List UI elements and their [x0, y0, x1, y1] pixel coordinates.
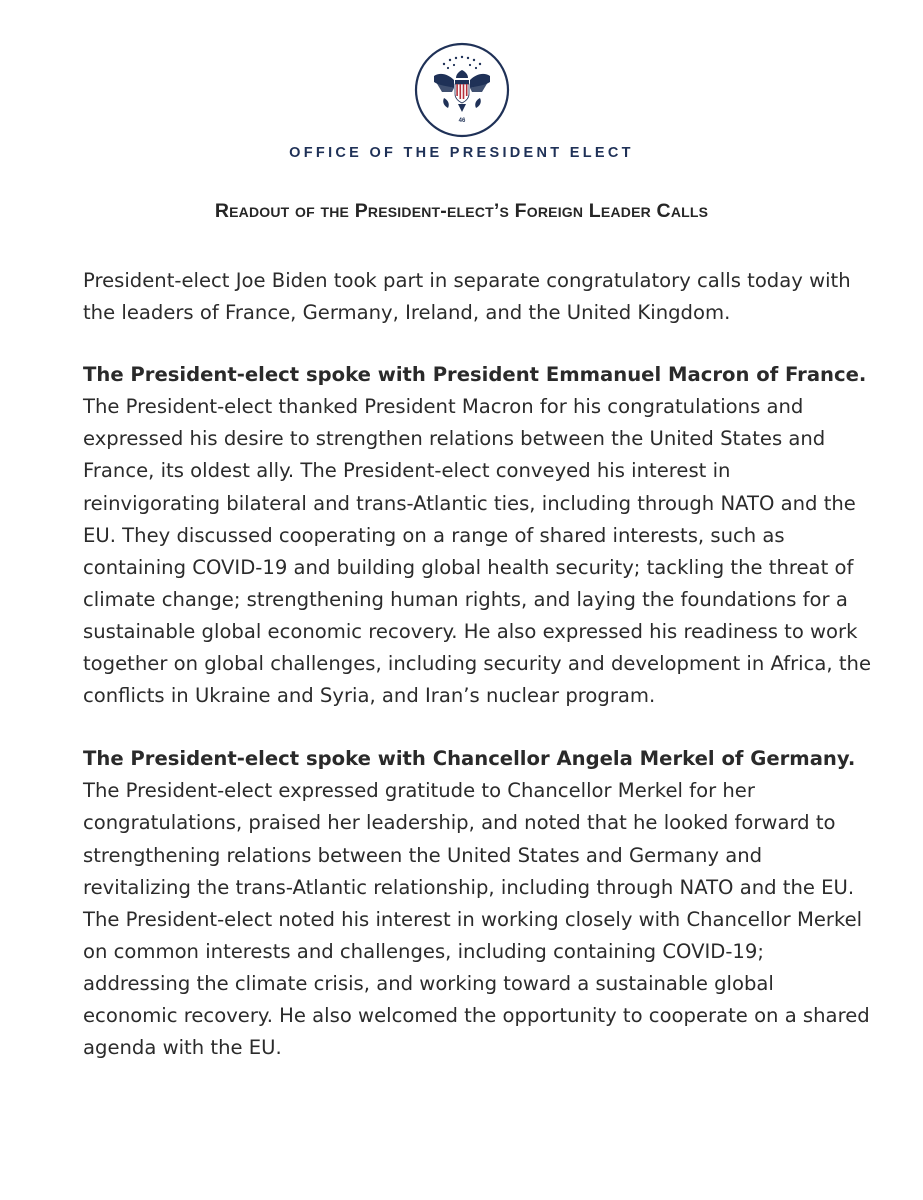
section-macron	[83, 359, 873, 712]
office-heading: OFFICE OF THE PRESIDENT ELECT	[289, 145, 634, 161]
presidential-seal-logo	[414, 42, 510, 138]
document-title: Readout of the President-elect’s Foreign Leader Calls	[214, 200, 709, 222]
section-lead: The President-elect spoke with President Emmanuel Macron of France.	[83, 363, 867, 387]
intro-paragraph: President-elect Joe Biden took part in separate congratulatory calls today with the leaders of France, Germany, Ireland, and the United Kingdom.	[83, 269, 851, 325]
section-text: The President-elect expressed gratitude to Chancellor Merkel for her congratulations, praised her leadership, and noted that he looked forward to strengthening relations between the United States and Germany and revitalizing the trans-Atlantic relationship, including through NATO and the EU. The President-elect noted his interest in working closely with Chancellor Merkel on common interests and challenges, including containing COVID-19; addressing the climate crisis, and working toward a sustainable global economic recovery. He also welcomed the opportunity to cooperate on a shared agenda with the EU.	[83, 779, 870, 1060]
section-text: The President-elect thanked President Macron for his congratulations and expressed his desire to strengthen relations between the United States and France, its oldest ally. The President-elect conveyed his interest in reinvigorating bilateral and trans-Atlantic ties, including through NATO and the EU. They discussed cooperating on a range of shared interests, such as containing COVID-19 and building global health security; tackling the threat of climate change; strengthening human rights, and laying the foundations for a sustainable global economic recovery. He also expressed his readiness to work together on global challenges, including security and development in Africa, the conflicts in Ukraine and Syria, and Iran’s nuclear program.	[83, 395, 872, 708]
document-body	[83, 265, 873, 1095]
seal-number: 46	[458, 118, 466, 124]
section-merkel	[83, 743, 873, 1064]
section-lead: The President-elect spoke with Chancellor Angela Merkel of Germany.	[83, 747, 856, 771]
